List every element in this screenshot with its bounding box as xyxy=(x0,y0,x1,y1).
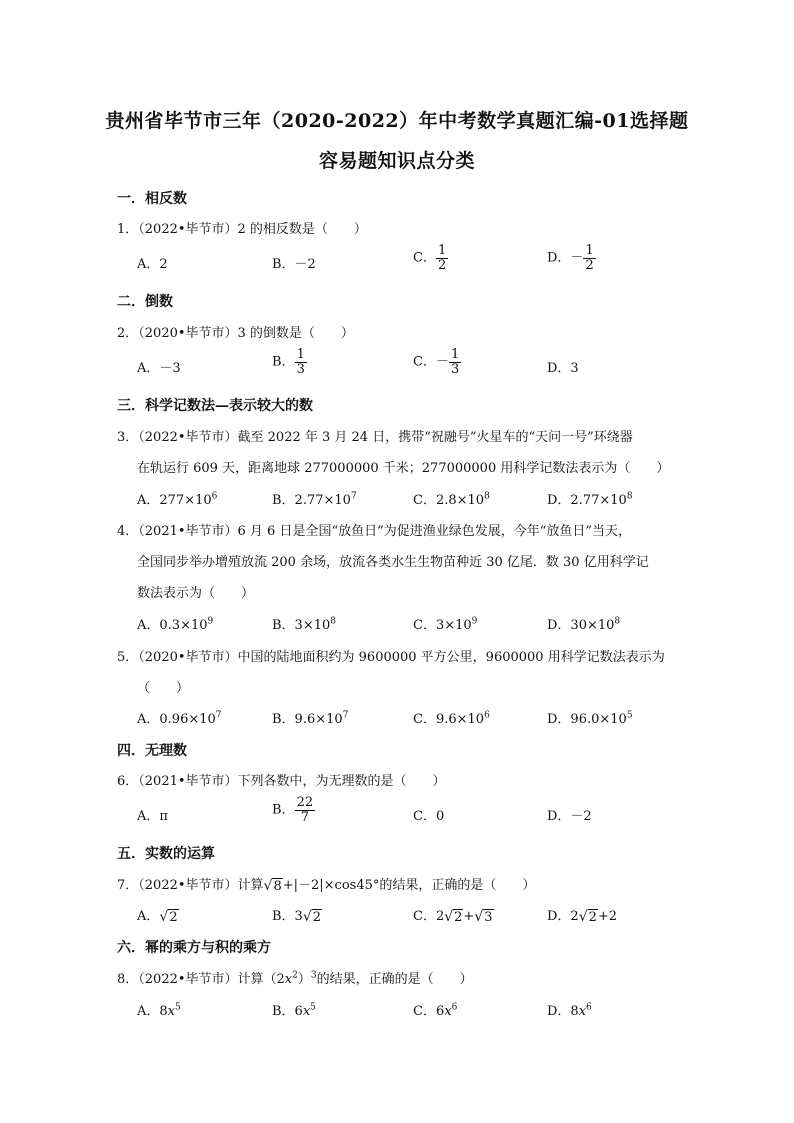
section-heading-real-number-operations: 五．实数的运算 xyxy=(117,846,215,862)
fraction-numerator: 22 xyxy=(296,795,314,810)
question-8-option-d xyxy=(547,1000,592,1019)
question-5-stem-line1: 5．（2020•毕节市）中国的陆地面积约为 9600000 平方公里，9600000 用科学记数法表示为 xyxy=(117,650,665,665)
question-7-option-d xyxy=(547,905,617,925)
square-root xyxy=(159,909,178,925)
section-heading-scientific-notation: 三．科学记数法—表示较大的数 xyxy=(117,398,313,414)
question-5-option-a xyxy=(137,708,222,727)
question-3-option-d xyxy=(547,489,633,508)
question-7-option-b xyxy=(272,905,322,925)
exponent: 7 xyxy=(215,710,222,721)
option-suffix: +2 xyxy=(597,909,618,924)
exponent: 5 xyxy=(626,710,633,721)
section-heading-reciprocal: 二．倒数 xyxy=(117,294,173,310)
question-2-option-c xyxy=(413,348,461,376)
question-5-option-d xyxy=(547,708,633,727)
plus-sign: + xyxy=(463,909,475,924)
exponent: 8 xyxy=(614,616,621,627)
radicand: 2 xyxy=(312,909,322,925)
fraction-denominator: 2 xyxy=(437,257,447,273)
question-2-option-b xyxy=(272,348,307,376)
question-5-stem-line2: （ ） xyxy=(137,681,190,696)
question-6-stem: 6．（2021•毕节市）下列各数中，为无理数的是（ ） xyxy=(117,774,446,789)
exponent: 9 xyxy=(471,616,478,627)
exponent: 6 xyxy=(484,710,490,721)
option-text: A．277×10 xyxy=(137,493,212,508)
radical-sign-icon: √ xyxy=(444,908,454,925)
square-root xyxy=(474,909,493,925)
radicand: 3 xyxy=(484,909,493,925)
option-label: C． xyxy=(413,250,436,266)
question-1-option-b: B．－2 xyxy=(272,257,316,272)
stem-text: 的结果，正确的是（ ） xyxy=(316,972,473,987)
option-label: D．－ xyxy=(547,250,584,266)
fraction-numerator: 1 xyxy=(437,243,447,258)
question-6-option-d: D．－2 xyxy=(547,809,592,824)
question-8-option-a xyxy=(137,1000,181,1019)
option-text: D．8 xyxy=(547,1004,579,1019)
question-4-option-d xyxy=(547,614,620,633)
square-root xyxy=(264,878,283,894)
exponent: 5 xyxy=(310,1002,316,1013)
option-text: B．9.6×10 xyxy=(272,712,343,727)
question-8-option-b xyxy=(272,1000,316,1019)
question-4-option-a xyxy=(137,614,213,633)
radical-sign-icon: √ xyxy=(578,908,588,925)
option-text: C．9.6×10 xyxy=(413,712,485,727)
exponent: 7 xyxy=(342,710,349,721)
option-label: B．3 xyxy=(272,909,303,924)
exponent: 2 xyxy=(292,970,298,981)
question-4-option-c xyxy=(413,614,477,633)
fraction xyxy=(436,244,448,272)
question-3-stem-line2: 在轨运行 609 天，距离地球 277000000 千米；277000000 用科学记数法表示为（ ） xyxy=(137,461,670,476)
question-8-option-c xyxy=(413,1000,457,1019)
exponent: 8 xyxy=(330,616,336,627)
exponent: 8 xyxy=(484,491,490,502)
question-5-option-b xyxy=(272,708,348,727)
radical-sign-icon: √ xyxy=(263,877,273,894)
question-1-option-d xyxy=(547,244,596,272)
square-root xyxy=(579,909,598,925)
exponent: 7 xyxy=(350,491,357,502)
variable: x xyxy=(578,1004,587,1019)
question-2-option-a: A．－3 xyxy=(137,361,181,376)
radicand: 2 xyxy=(169,909,178,925)
option-label: C．－ xyxy=(413,354,449,370)
stem-text: +|－2|×cos45°的结果，正确的是（ ） xyxy=(282,878,536,893)
question-3-option-b xyxy=(272,489,357,508)
radical-sign-icon: √ xyxy=(302,908,312,925)
option-text: A．8 xyxy=(137,1004,168,1019)
exponent: 8 xyxy=(626,491,633,502)
document-title-line2: 容易题知识点分类 xyxy=(318,150,475,172)
option-text: D．30×10 xyxy=(547,618,615,633)
stem-text: ） xyxy=(297,972,311,987)
option-text: A．0.96×10 xyxy=(137,712,216,727)
fraction-denominator: 7 xyxy=(300,809,309,825)
fraction-denominator: 3 xyxy=(450,361,460,377)
option-label: A． xyxy=(137,909,160,924)
document-title-line1: 贵州省毕节市三年（2020-2022）年中考数学真题汇编-01选择题 xyxy=(105,110,689,132)
option-label: D．2 xyxy=(547,909,579,924)
question-4-stem-line1: 4．（2021•毕节市）6 月 6 日是全国“放鱼日”为促进渔业绿色发展，今年“放鱼日”当天， xyxy=(117,524,632,539)
option-label: C．2 xyxy=(413,909,445,924)
fraction-numerator: 1 xyxy=(450,347,460,362)
option-text: D．96.0×10 xyxy=(547,712,627,727)
question-2-option-d: D．3 xyxy=(547,361,579,376)
radicand: 2 xyxy=(454,909,463,925)
option-text: D．2.77×10 xyxy=(547,493,627,508)
option-text: B．3×10 xyxy=(272,618,331,633)
option-text: C．3×10 xyxy=(413,618,472,633)
option-label: B． xyxy=(272,354,295,370)
radical-sign-icon: √ xyxy=(474,908,484,925)
exponent: 9 xyxy=(207,616,214,627)
option-text: A．0.3×10 xyxy=(137,618,208,633)
question-3-option-c xyxy=(413,489,490,508)
question-7-option-a xyxy=(137,905,179,925)
question-5-option-c xyxy=(413,708,490,727)
question-4-option-b xyxy=(272,614,336,633)
question-7-option-c xyxy=(413,905,494,925)
section-heading-power-of-power: 六．幂的乘方与积的乘方 xyxy=(117,940,271,956)
option-text: C．6 xyxy=(413,1004,445,1019)
question-1-option-c xyxy=(413,244,448,272)
radicand: 8 xyxy=(273,878,282,894)
exponent: 6 xyxy=(211,491,218,502)
exponent: 6 xyxy=(451,1002,458,1013)
section-heading-irrational-number: 四．无理数 xyxy=(117,743,187,759)
stem-text: 7．（2022•毕节市）计算 xyxy=(117,878,264,893)
option-label: B． xyxy=(272,802,295,818)
question-1-option-a: A．2 xyxy=(137,257,168,272)
variable: x xyxy=(444,1004,452,1019)
question-4-stem-line3: 数法表示为（ ） xyxy=(137,586,255,601)
square-root xyxy=(303,909,322,925)
question-7-stem xyxy=(117,874,535,894)
exponent: 6 xyxy=(586,1002,592,1013)
variable: x xyxy=(302,1004,311,1019)
question-2-stem: 2．（2020•毕节市）3 的倒数是（ ） xyxy=(117,326,354,341)
fraction xyxy=(449,348,461,376)
stem-text: 8．（2022•毕节市）计算（2 xyxy=(117,972,285,987)
question-1-stem: 1．（2022•毕节市）2 的相反数是（ ） xyxy=(117,222,367,237)
variable: x xyxy=(284,972,293,987)
question-4-stem-line2: 全国同步举办增殖放流 200 余场，放流各类水生生物苗种近 30 亿尾．数 30 亿用科学记 xyxy=(137,555,649,570)
question-8-stem xyxy=(117,968,473,987)
fraction xyxy=(295,796,316,824)
question-6-option-a: A．π xyxy=(137,809,168,824)
square-root xyxy=(444,909,463,925)
fraction-denominator: 3 xyxy=(296,361,305,377)
fraction-numerator: 1 xyxy=(296,347,305,362)
option-text: B．2.77×10 xyxy=(272,493,351,508)
option-text: C．2.8×10 xyxy=(413,493,485,508)
question-6-option-c: C．0 xyxy=(413,809,445,824)
section-heading-opposite-number: 一．相反数 xyxy=(117,191,187,207)
fraction xyxy=(295,348,307,376)
exponent: 3 xyxy=(310,970,317,981)
radical-sign-icon: √ xyxy=(159,908,169,925)
question-3-option-a xyxy=(137,489,217,508)
variable: x xyxy=(167,1004,176,1019)
exponent: 5 xyxy=(175,1002,181,1013)
fraction xyxy=(583,244,595,272)
question-3-stem-line1: 3．（2022•毕节市）截至 2022 年 3 月 24 日，携带“祝融号”火星车的“天问一号”环绕器 xyxy=(117,430,633,445)
radicand: 2 xyxy=(588,909,597,925)
fraction-denominator: 2 xyxy=(585,257,594,273)
option-text: B．6 xyxy=(272,1004,303,1019)
fraction-numerator: 1 xyxy=(585,243,594,258)
question-6-option-b xyxy=(272,796,315,824)
